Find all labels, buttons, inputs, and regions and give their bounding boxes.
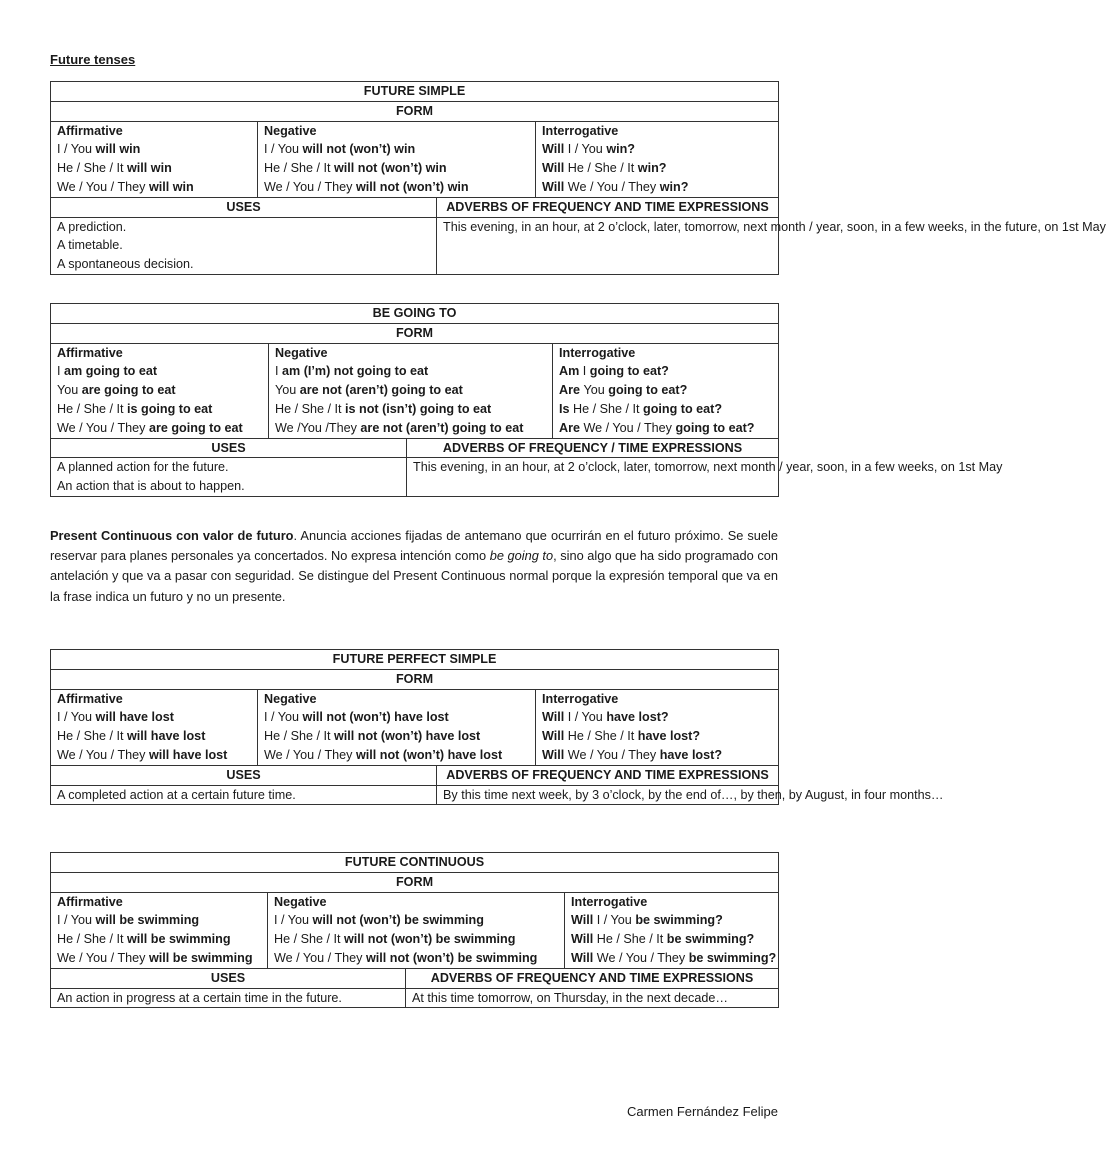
adverbs-label: ADVERBS OF FREQUENCY AND TIME EXPRESSIONS bbox=[406, 968, 779, 988]
list-item: He / She / It will not (won’t) win bbox=[264, 161, 447, 176]
list-item: I am (I’m) not going to eat bbox=[275, 364, 429, 379]
list-item: You are going to eat bbox=[57, 383, 176, 398]
future-perfect-simple-table bbox=[50, 649, 944, 805]
list-item: An action that is about to happen. bbox=[57, 479, 245, 494]
list-item: He / She / It will not (won’t) have lost bbox=[264, 729, 481, 744]
list-item: We / You / They are going to eat bbox=[57, 420, 243, 435]
uses-cell bbox=[51, 217, 437, 274]
adverbs-label: ADVERBS OF FREQUENCY AND TIME EXPRESSIONS bbox=[437, 197, 779, 217]
interrogative-heading: Interrogative bbox=[559, 345, 636, 360]
list-item: I / You will win bbox=[57, 142, 141, 157]
interrogative-cell bbox=[565, 892, 779, 968]
list-item: Will I / You be swimming? bbox=[571, 913, 723, 928]
list-item: We / You / They will have lost bbox=[57, 747, 228, 762]
list-item: You are not (aren’t) going to eat bbox=[275, 383, 463, 398]
list-item: A spontaneous decision. bbox=[57, 257, 194, 272]
list-item: Will He / She / It be swimming? bbox=[571, 932, 755, 947]
list-item: He / She / It is going to eat bbox=[57, 401, 213, 416]
affirmative-heading: Affirmative bbox=[57, 123, 123, 138]
list-item: We / You / They will be swimming bbox=[57, 950, 253, 965]
form-label: FORM bbox=[51, 669, 779, 689]
list-item: I / You will not (won’t) have lost bbox=[264, 710, 449, 725]
negative-heading: Negative bbox=[264, 123, 317, 138]
list-item: I / You will not (won’t) win bbox=[264, 142, 416, 157]
list-item: I / You will not (won’t) be swimming bbox=[274, 913, 484, 928]
paragraph-text: , sino algo que ha sido programado con antelación y que va a pasar con seguridad. Se distingue del Present Continuous normal porque la expresión temporal que va en la frase indica un futuro y no un presente. bbox=[50, 548, 778, 604]
list-item: An action in progress at a certain time in the future. bbox=[57, 990, 342, 1005]
uses-label: USES bbox=[51, 197, 437, 217]
list-item: We /You /They are not (aren’t) going to eat bbox=[275, 420, 524, 435]
list-item: Are We / You / They going to eat? bbox=[559, 420, 755, 435]
list-item: Will I / You win? bbox=[542, 142, 635, 157]
list-item: I / You will be swimming bbox=[57, 913, 200, 928]
list-item: We / You / They will not (won’t) win bbox=[264, 179, 469, 194]
paragraph-italic: be going to bbox=[489, 548, 554, 564]
adverbs-cell: At this time tomorrow, on Thursday, in the next decade… bbox=[406, 988, 779, 1008]
interrogative-cell bbox=[553, 343, 779, 438]
uses-cell bbox=[51, 988, 406, 1008]
affirmative-cell bbox=[51, 343, 269, 438]
page-title: Future tenses bbox=[50, 52, 136, 67]
uses-label: USES bbox=[51, 968, 406, 988]
interrogative-heading: Interrogative bbox=[542, 691, 619, 706]
list-item: A timetable. bbox=[57, 238, 123, 253]
interrogative-heading: Interrogative bbox=[571, 894, 648, 909]
adverbs-cell: By this time next week, by 3 o’clock, by the end of…, by then, by August, in four months… bbox=[437, 785, 779, 805]
list-item: I am going to eat bbox=[57, 364, 158, 379]
paragraph-text: . Anuncia acciones fijadas de antemano que ocurrirán en el futuro próximo. Se suele reservar para planes personales ya concertados. No expresa intención como bbox=[50, 528, 778, 564]
form-label: FORM bbox=[51, 101, 779, 121]
list-item: A completed action at a certain future time. bbox=[57, 787, 296, 802]
table-title: FUTURE PERFECT SIMPLE bbox=[51, 650, 779, 670]
list-item: He / She / It will not (won’t) be swimming bbox=[274, 932, 516, 947]
negative-cell bbox=[268, 892, 565, 968]
list-item: He / She / It will be swimming bbox=[57, 932, 231, 947]
future-continuous-table bbox=[50, 852, 779, 1008]
table-title: FUTURE SIMPLE bbox=[51, 82, 779, 102]
negative-heading: Negative bbox=[264, 691, 317, 706]
list-item: A prediction. bbox=[57, 219, 127, 234]
list-item: A planned action for the future. bbox=[57, 460, 229, 475]
negative-cell bbox=[258, 121, 536, 197]
negative-heading: Negative bbox=[274, 894, 327, 909]
adverbs-label: ADVERBS OF FREQUENCY AND TIME EXPRESSIONS bbox=[437, 765, 779, 785]
adverbs-cell: This evening, in an hour, at 2 o’clock, later, tomorrow, next month / year, soon, in a few weeks, on 1st May bbox=[407, 458, 779, 497]
list-item: Will He / She / It win? bbox=[542, 161, 667, 176]
interrogative-cell bbox=[536, 121, 779, 197]
interrogative-cell bbox=[536, 689, 779, 765]
affirmative-cell bbox=[51, 121, 258, 197]
list-item: Am I going to eat? bbox=[559, 364, 669, 379]
be-going-to-table bbox=[50, 303, 1003, 497]
affirmative-heading: Affirmative bbox=[57, 691, 123, 706]
list-item: We / You / They will not (won’t) be swimming bbox=[274, 950, 538, 965]
list-item: Will We / You / They have lost? bbox=[542, 747, 723, 762]
list-item: Will We / You / They be swimming? bbox=[571, 950, 777, 965]
affirmative-cell bbox=[51, 689, 258, 765]
affirmative-heading: Affirmative bbox=[57, 345, 123, 360]
uses-cell bbox=[51, 458, 407, 497]
negative-cell bbox=[258, 689, 536, 765]
list-item: We / You / They will not (won’t) have lost bbox=[264, 747, 503, 762]
uses-cell bbox=[51, 785, 437, 805]
list-item: I / You will have lost bbox=[57, 710, 174, 725]
future-simple-table bbox=[50, 81, 1106, 275]
list-item: Are You going to eat? bbox=[559, 383, 688, 398]
list-item: Will I / You have lost? bbox=[542, 710, 669, 725]
list-item: He / She / It will have lost bbox=[57, 729, 206, 744]
list-item: We / You / They will win bbox=[57, 179, 194, 194]
uses-label: USES bbox=[51, 438, 407, 458]
author-footer: Carmen Fernández Felipe bbox=[626, 1104, 778, 1119]
interrogative-heading: Interrogative bbox=[542, 123, 619, 138]
negative-cell bbox=[269, 343, 553, 438]
uses-label: USES bbox=[51, 765, 437, 785]
adverbs-label: ADVERBS OF FREQUENCY / TIME EXPRESSIONS bbox=[407, 438, 779, 458]
adverbs-cell: This evening, in an hour, at 2 o’clock, later, tomorrow, next month / year, soon, in a few weeks, in the future, on 1st May bbox=[437, 217, 779, 274]
list-item: Will We / You / They win? bbox=[542, 179, 689, 194]
affirmative-heading: Affirmative bbox=[57, 894, 123, 909]
list-item: He / She / It is not (isn’t) going to eat bbox=[275, 401, 492, 416]
present-continuous-paragraph bbox=[50, 526, 778, 607]
form-label: FORM bbox=[51, 323, 779, 343]
list-item: Will He / She / It have lost? bbox=[542, 729, 701, 744]
table-title: BE GOING TO bbox=[51, 304, 779, 324]
list-item: Is He / She / It going to eat? bbox=[559, 401, 723, 416]
table-title: FUTURE CONTINUOUS bbox=[51, 853, 779, 873]
affirmative-cell bbox=[51, 892, 268, 968]
list-item: He / She / It will win bbox=[57, 161, 172, 176]
form-label: FORM bbox=[51, 872, 779, 892]
negative-heading: Negative bbox=[275, 345, 328, 360]
paragraph-lead: Present Continuous con valor de futuro bbox=[50, 528, 294, 543]
